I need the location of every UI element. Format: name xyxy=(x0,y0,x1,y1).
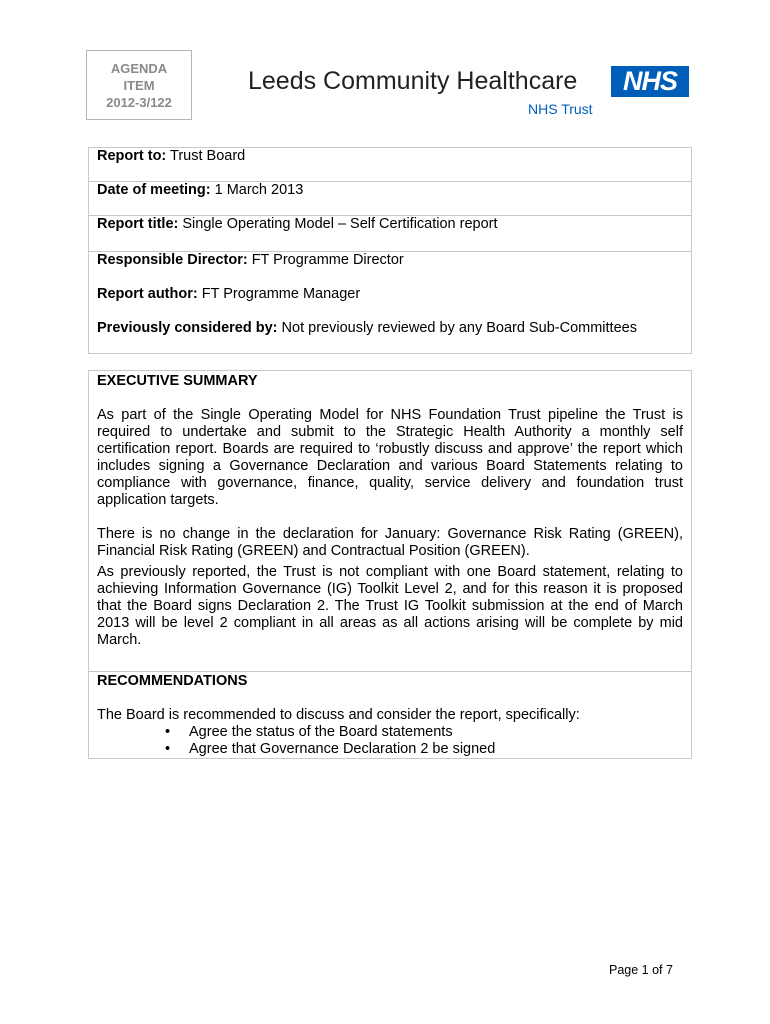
agenda-item-number: 2012-3/122 xyxy=(106,94,172,110)
responsible-director-label: Responsible Director: xyxy=(97,252,248,268)
agenda-line-1: AGENDA xyxy=(110,60,168,76)
agenda-line-2: ITEM xyxy=(123,77,155,93)
responsibility-row xyxy=(89,252,692,354)
nhs-logo: NHS xyxy=(611,66,689,97)
responsible-director-value: FT Programme Director xyxy=(247,252,404,268)
date-of-meeting-row xyxy=(89,182,692,216)
report-title-label: Report title: xyxy=(97,216,179,232)
recommendations-intro: The Board is recommended to discuss and consider the report, specifically: xyxy=(97,707,580,723)
report-info-table xyxy=(88,147,692,354)
executive-summary-paragraph-2: There is no change in the declaration for January: Governance Risk Rating (GREEN), Financial Risk Rating (GREEN) and Contractual Position (GREEN). xyxy=(97,526,683,559)
previously-considered xyxy=(97,320,683,337)
recommendations-section xyxy=(89,672,691,758)
summary-box xyxy=(88,370,692,759)
date-of-meeting-label: Date of meeting: xyxy=(97,182,211,198)
previously-considered-value: Not previously reviewed by any Board Sub-Committees xyxy=(277,320,637,336)
report-to-row xyxy=(89,148,692,182)
report-author xyxy=(97,286,683,303)
executive-summary-heading: EXECUTIVE SUMMARY xyxy=(97,373,258,389)
report-to-label: Report to: xyxy=(97,148,167,164)
nhs-trust-label: NHS Trust xyxy=(528,101,593,117)
recommendations-heading: RECOMMENDATIONS xyxy=(97,673,248,689)
previously-considered-label: Previously considered by: xyxy=(97,320,278,336)
page-number: Page 1 of 7 xyxy=(609,963,673,977)
recommendation-item: • Agree that Governance Declaration 2 be signed xyxy=(189,741,683,758)
report-author-value: FT Programme Manager xyxy=(197,286,361,302)
responsible-director xyxy=(97,252,683,269)
executive-summary-paragraph-1: As part of the Single Operating Model for NHS Foundation Trust pipeline the Trust is required to undertake and submit to the Strategic Health Authority a monthly self certification report. Boards are required to ‘robustly discuss and approve’ the report which includes signing a Governance Declaration and various Board Statements relating to compliance with governance, finance, quality, service delivery and foundation trust application targets. xyxy=(97,407,683,508)
report-to-value: Trust Board xyxy=(166,148,246,164)
report-title-value: Single Operating Model – Self Certification report xyxy=(178,216,498,232)
executive-summary-paragraph-3: As previously reported, the Trust is not compliant with one Board statement, relating to achieving Information Governance (IG) Toolkit Level 2, and for this reason it is proposed that the Board signs Declaration 2. The Trust IG Toolkit submission at the end of March 2013 will be level 2 compliant in all areas as all actions arising will be complete by mid March. xyxy=(97,564,683,648)
organisation-name: Leeds Community Healthcare xyxy=(248,67,578,95)
recommendation-item: • Agree the status of the Board statements xyxy=(189,724,683,741)
date-of-meeting-value: 1 March 2013 xyxy=(210,182,304,198)
executive-summary-section xyxy=(89,371,691,672)
agenda-item-box xyxy=(86,50,192,120)
report-author-label: Report author: xyxy=(97,286,198,302)
recommendations-list xyxy=(97,724,683,758)
report-title-row xyxy=(89,216,692,252)
